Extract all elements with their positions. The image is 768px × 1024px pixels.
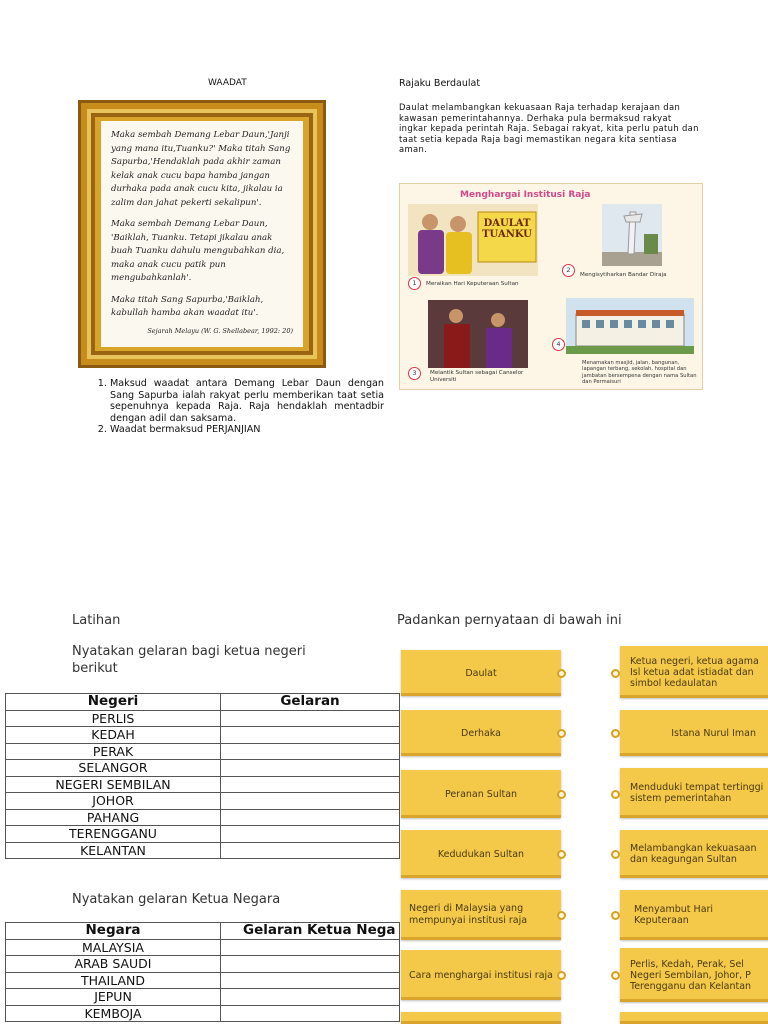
- match-left-label: Kedudukan Sultan: [437, 848, 525, 860]
- left-hook-icon: [557, 971, 566, 980]
- left-hook-icon: [557, 729, 566, 738]
- raja-title: Rajaku Berdaulat: [399, 78, 481, 89]
- poster-number-3: 3: [408, 367, 421, 380]
- poster-caption-1: Meraikan Hari Keputeraan Sultan: [426, 281, 519, 287]
- table-row: [6, 826, 400, 843]
- waadat-paragraph-1: Maka sembah Demang Lebar Daun,'Janji yang mana itu,Tuanku?' Maka titah Sang Sapurba,'Hendaklah pada akhir zaman kelak anak cucu bapa hamba jangan durhaka pada anak cucu kita, jikalau ia zalim dan jahat pekerti sekalipun'.: [111, 130, 291, 208]
- header-negara: Negara: [6, 923, 221, 940]
- table-row: [6, 793, 400, 810]
- table-row: [6, 972, 400, 989]
- match-right-label: Menduduki tempat tertinggi sistem pemerintahan: [630, 782, 764, 804]
- poster-caption-4: Menamakan masjid, jalan, bangunan, lapangan terbang, sekolah, hospital dan jambatan bersempena dengan nama Sultan dan Permaisuri: [582, 360, 697, 386]
- gelaran-answer-cell[interactable]: [221, 956, 400, 973]
- gelaran-answer-cell[interactable]: [221, 710, 400, 727]
- gelaran-answer-cell[interactable]: [221, 972, 400, 989]
- match-right-label: Melambangkan kekuasaan dan keagungan Sultan: [630, 843, 757, 865]
- header-gelaran: Gelaran: [221, 694, 400, 711]
- match-left-card-2[interactable]: [401, 710, 561, 756]
- right-hook-icon: [611, 911, 620, 920]
- negeri-cell: JOHOR: [6, 793, 221, 810]
- match-right-label: Perlis, Kedah, Perak, Sel Negeri Sembilan, Johor, P Terengganu dan Kelantan: [630, 958, 752, 992]
- negara-cell: MALAYSIA: [6, 939, 221, 956]
- gelaran-answer-cell[interactable]: [221, 826, 400, 843]
- match-left-card-5[interactable]: [401, 890, 561, 940]
- padankan-heading: Padankan pernyataan di bawah ini: [397, 613, 622, 628]
- match-left-label: Cara menghargai institusi raja: [409, 969, 553, 981]
- poster-title: Menghargai Institusi Raja: [460, 190, 591, 200]
- gelaran-answer-cell[interactable]: [221, 743, 400, 760]
- match-right-card-3[interactable]: [620, 768, 768, 818]
- gelaran-answer-cell[interactable]: [221, 727, 400, 744]
- poster-number-4: 4: [552, 338, 565, 351]
- negara-table: [5, 922, 400, 1022]
- match-right-card-6[interactable]: [620, 948, 768, 1002]
- match-right-label: Menyambut Hari Keputeraan: [634, 904, 714, 926]
- poster-number-1: 1: [408, 277, 421, 290]
- convocation-photo: [428, 300, 528, 368]
- left-hook-icon: [557, 850, 566, 859]
- negeri-cell: PAHANG: [6, 809, 221, 826]
- match-left-card-7: [401, 1012, 561, 1024]
- waadat-paragraph-3: Maka titah Sang Sapurba,'Baiklah, kabullah hamba akan waadat itu'.: [111, 294, 264, 318]
- institusi-raja-poster: [399, 183, 703, 390]
- gelaran-answer-cell[interactable]: [221, 760, 400, 777]
- gelaran-answer-cell[interactable]: [221, 989, 400, 1006]
- banner-line-2: TUANKU: [482, 229, 532, 240]
- table-row: [6, 956, 400, 973]
- negeri-cell: TERENGGANU: [6, 826, 221, 843]
- question-2: Nyatakan gelaran Ketua Negara: [72, 892, 281, 907]
- match-right-card-7: [620, 1012, 768, 1024]
- table-row: [6, 989, 400, 1006]
- table-row: [6, 727, 400, 744]
- waadat-passage: [101, 121, 303, 347]
- table-header-row: [6, 694, 400, 711]
- table-row: [6, 809, 400, 826]
- poster-caption-2: Mengisytiharkan Bandar Diraja: [580, 272, 667, 278]
- gelaran-answer-cell[interactable]: [221, 939, 400, 956]
- negara-cell: JEPUN: [6, 989, 221, 1006]
- gelaran-answer-cell[interactable]: [221, 1005, 400, 1022]
- match-left-label: Peranan Sultan: [444, 788, 518, 800]
- negeri-cell: PERAK: [6, 743, 221, 760]
- daulat-tuanku-banner: [478, 218, 536, 240]
- right-hook-icon: [611, 790, 620, 799]
- question-1: Nyatakan gelaran bagi ketua negeri berikut: [72, 644, 306, 676]
- table-row: [6, 710, 400, 727]
- waadat-note-2: 2. Waadat bermaksud PERJANJIAN: [110, 424, 384, 436]
- royal-couple-photo: [408, 204, 538, 276]
- waadat-notes: [92, 378, 384, 436]
- right-hook-icon: [611, 850, 620, 859]
- raja-description: Daulat melambangkan kekuasaan Raja terhadap kerajaan dan kawasan pemerintahannya. Derhaka pula bermaksud rakyat ingkar kepada perintah Raja. Sebagai rakyat, kita perlu patuh dan taat setia kepada Raja bagi memastikan negara kita sentiasa aman.: [399, 102, 699, 155]
- gelaran-answer-cell[interactable]: [221, 842, 400, 859]
- left-hook-icon: [557, 790, 566, 799]
- negara-cell: KEMBOJA: [6, 1005, 221, 1022]
- waadat-note-1: 1. Maksud waadat antara Demang Lebar Daun dengan Sang Sapurba ialah rakyat perlu memberikan taat setia sepenuhnya kepada Raja. Raja hendaklah mentadbir dengan adil dan saksama.: [110, 378, 384, 424]
- gelaran-answer-cell[interactable]: [221, 776, 400, 793]
- banner-line-1: DAULAT: [483, 218, 531, 229]
- match-left-label: Daulat: [465, 667, 497, 679]
- match-left-card-1[interactable]: [401, 650, 561, 696]
- poster-caption-3: Melantik Sultan sebagai Canselor Universiti: [430, 370, 524, 383]
- latihan-heading: Latihan: [72, 613, 121, 628]
- match-left-card-4[interactable]: [401, 830, 561, 878]
- right-hook-icon: [611, 971, 620, 980]
- table-row: [6, 776, 400, 793]
- table-row: [6, 842, 400, 859]
- building-photo: [566, 298, 694, 354]
- negeri-table: [5, 693, 400, 859]
- match-left-label: Negeri di Malaysia yang mempunyai institusi raja: [409, 903, 528, 926]
- waadat-source: Sejarah Melayu (W. G. Shellabear, 1992: 20): [147, 326, 293, 335]
- match-right-card-2[interactable]: [620, 710, 768, 756]
- waadat-title: WAADAT: [208, 78, 247, 88]
- waadat-paragraph-2: Maka sembah Demang Lebar Daun, 'Baiklah, Tuanku. Tetapi jikalau anak buah Tuanku dahulu mengubahkan dia, maka anak cucu patik pun mengubahkanlah'.: [111, 219, 285, 283]
- header-gelaran-ketua-negara: Gelaran Ketua Nega: [221, 923, 400, 940]
- match-right-card-4[interactable]: [620, 830, 768, 878]
- negeri-cell: KELANTAN: [6, 842, 221, 859]
- table-row: [6, 1005, 400, 1022]
- header-negeri: Negeri: [6, 694, 221, 711]
- right-hook-icon: [611, 669, 620, 678]
- left-hook-icon: [557, 669, 566, 678]
- negeri-cell: SELANGOR: [6, 760, 221, 777]
- negara-cell: THAILAND: [6, 972, 221, 989]
- match-left-card-6[interactable]: [401, 950, 561, 1000]
- gelaran-answer-cell[interactable]: [221, 809, 400, 826]
- match-right-card-5[interactable]: [620, 890, 768, 940]
- match-right-label: Ketua negeri, ketua agama Isl ketua adat istiadat dan simbol kedaulatan: [630, 655, 759, 689]
- right-hook-icon: [611, 729, 620, 738]
- gelaran-answer-cell[interactable]: [221, 793, 400, 810]
- match-left-label: Derhaka: [461, 727, 501, 739]
- negeri-cell: PERLIS: [6, 710, 221, 727]
- table-row: [6, 760, 400, 777]
- negeri-cell: KEDAH: [6, 727, 221, 744]
- negeri-cell: NEGERI SEMBILAN: [6, 776, 221, 793]
- table-row: [6, 939, 400, 956]
- waadat-ornate-frame: [78, 100, 326, 368]
- table-row: [6, 743, 400, 760]
- match-right-label: Istana Nurul Iman: [671, 727, 756, 739]
- match-right-card-1[interactable]: [620, 646, 768, 698]
- poster-number-2: 2: [562, 264, 575, 277]
- monument-photo: [602, 204, 662, 266]
- left-hook-icon: [557, 911, 566, 920]
- table-header-row: [6, 923, 400, 940]
- match-left-card-3[interactable]: [401, 770, 561, 818]
- negara-cell: ARAB SAUDI: [6, 956, 221, 973]
